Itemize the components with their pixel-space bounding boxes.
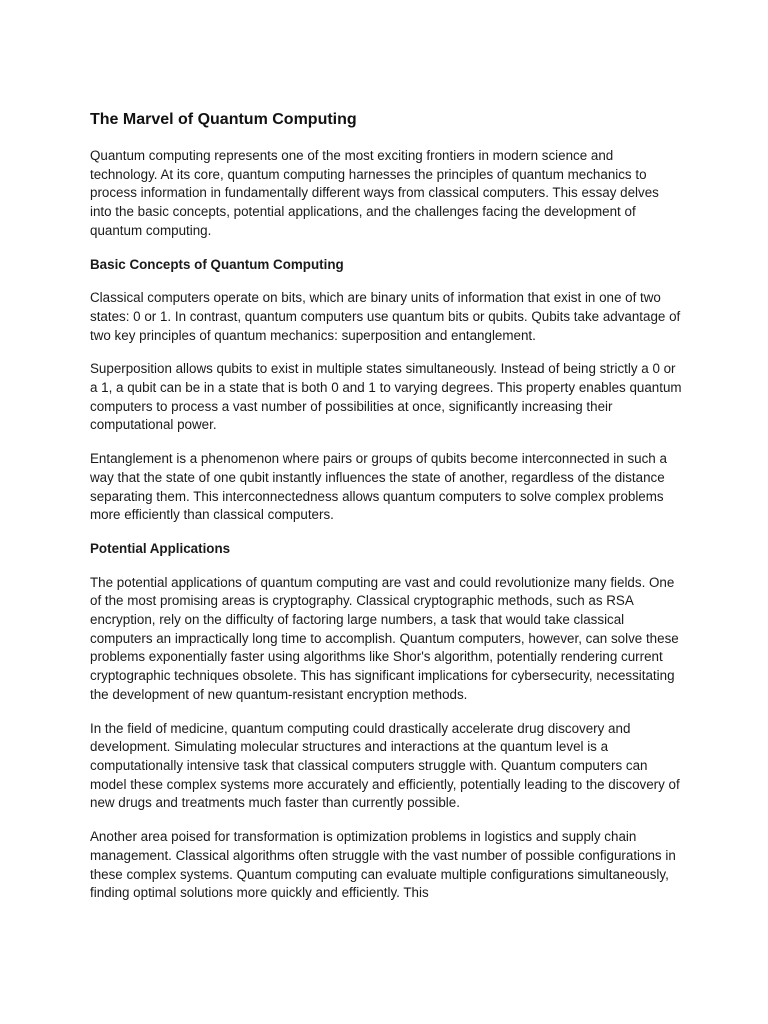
paragraph-cryptography: The potential applications of quantum computing are vast and could revolutionize many fields. One of the most promising areas is cryptography. Classical cryptographic methods, such as RSA encryption, rely on the difficulty of factoring large numbers, a task that would take classical computers an impractically long time to accomplish. Quantum computers, however, can solve these problems exponentially faster using algorithms like Shor's algorithm, potentially rendering current cryptographic techniques obsolete. This has significant implications for cybersecurity, necessitating the development of new quantum-resistant encryption methods. <box>90 574 679 702</box>
paragraph-optimization: Another area poised for transformation is optimization problems in logistics and supply chain management. Classical algorithms often struggle with the vast number of possible configurations in these complex systems. Quantum computing can evaluate multiple configurations simultaneously, finding optimal solutions more quickly and efficiently. This <box>90 829 676 901</box>
section-heading-applications: Potential Applications <box>90 540 231 556</box>
paragraph-entanglement: Entanglement is a phenomenon where pairs or groups of qubits become interconnected in such a way that the state of one qubit instantly influences the state of another, regardless of the distance separating them. This interconnectedness allows quantum computers to solve complex problems more efficiently than classical computers. <box>90 451 667 523</box>
document-title: The Marvel of Quantum Computing <box>90 111 357 128</box>
paragraph-medicine: In the field of medicine, quantum computing could drastically accelerate drug discovery and development. Simulating molecular structures and interactions at the quantum level is a computationally intensive task that classical computers struggle with. Quantum computers can model these complex systems more accurately and efficiently, potentially leading to the discovery of new drugs and treatments much faster than currently possible. <box>90 720 680 811</box>
section-heading-basic-concepts: Basic Concepts of Quantum Computing <box>90 256 344 272</box>
paragraph-intro: Quantum computing represents one of the most exciting frontiers in modern science and technology. At its core, quantum computing harnesses the principles of quantum mechanics to process information in fundamentally different ways from classical computers. This essay delves into the basic concepts, potential applications, and the challenges facing the development of quantum computing. <box>90 148 659 238</box>
paragraph-superposition: Superposition allows qubits to exist in multiple states simultaneously. Instead of being strictly a 0 or a 1, a qubit can be in a state that is both 0 and 1 to varying degrees. This property enables quantum computers to process a vast number of possibilities at once, significantly increasing their computational power. <box>90 361 682 433</box>
paragraph-bits-qubits: Classical computers operate on bits, which are binary units of information that exist in one of two states: 0 or 1. In contrast, quantum computers use quantum bits or qubits. Qubits take advantage of two key principles of quantum mechanics: superposition and entanglement. <box>90 290 681 343</box>
document-page <box>90 110 682 918</box>
